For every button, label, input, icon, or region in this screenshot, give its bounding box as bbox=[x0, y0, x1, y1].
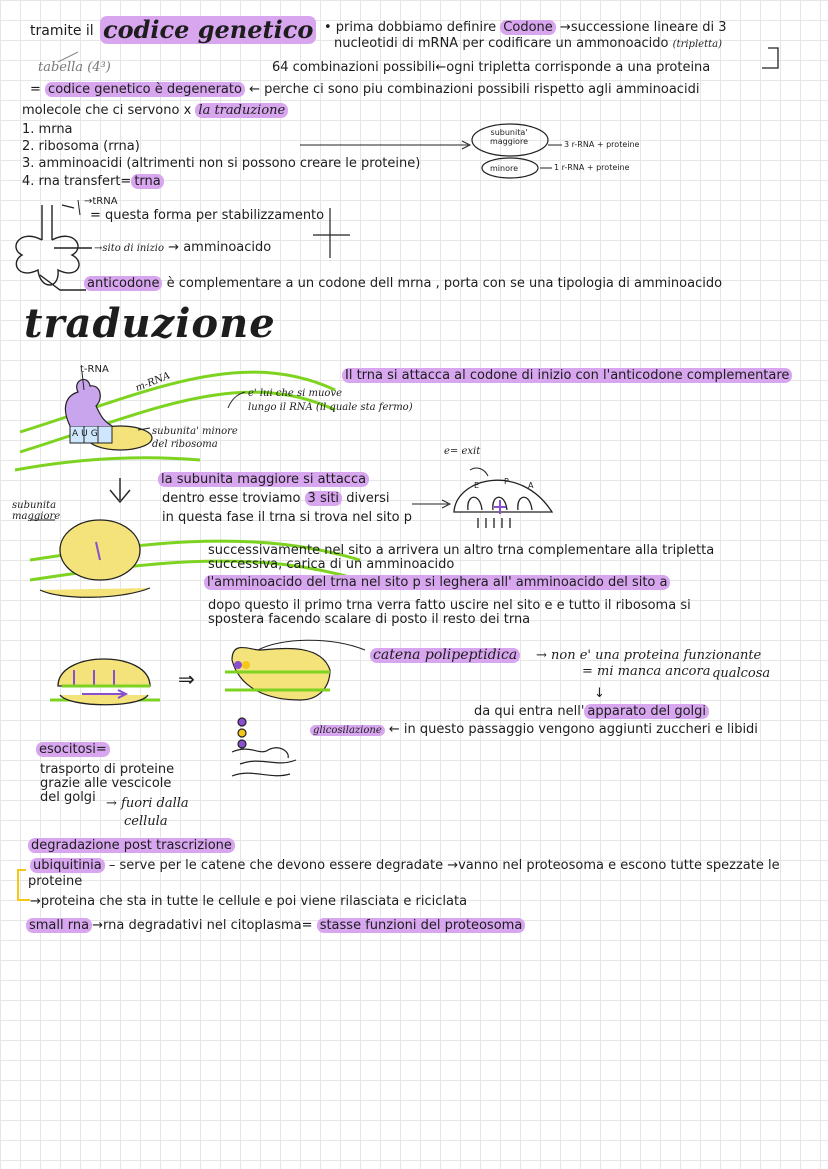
trna-sito-inizio: →sito di inizio bbox=[94, 243, 165, 254]
site-p: P bbox=[504, 477, 509, 486]
minore-note: 1 r-RNA + proteine bbox=[554, 163, 630, 172]
exit-label: e= exit bbox=[444, 446, 481, 457]
molecole-intro-pre: molecole che ci servono x bbox=[22, 103, 192, 118]
ubiquitinia-post: – serve per le catene che devono essere degradate →vanno nel proteosoma e escono tutte spezzate le bbox=[108, 858, 780, 873]
catena-post-2: = mi manca ancora bbox=[582, 664, 711, 679]
subunita-minore-1: subunita' minore bbox=[152, 426, 238, 437]
maggiore-attacca: la subunita maggiore si attacca bbox=[158, 472, 369, 487]
successiva-1: successivamente nel sito a arrivera un altro trna complementare alla tripletta bbox=[208, 543, 715, 558]
subunita-minore-2: del ribosoma bbox=[152, 439, 218, 450]
subunita-maggiore-side-1: subunita bbox=[12, 500, 57, 511]
molecole-item-2: 2. ribosoma (rrna) bbox=[22, 139, 140, 154]
tre-siti-line bbox=[162, 491, 389, 506]
codone-definition-line1 bbox=[324, 20, 726, 35]
codone-def-2: nucleotidi di mRNA per codificare un ammonoacido bbox=[334, 36, 669, 51]
combinazioni-post: ←ogni tripletta corrisponde a una proteina bbox=[435, 60, 711, 75]
small-rna-line bbox=[26, 918, 525, 933]
dopo-2: spostera facendo scalare di posto il resto dei trna bbox=[208, 612, 531, 627]
molecole-intro bbox=[22, 103, 288, 118]
polypeptide-chain-icon bbox=[225, 640, 365, 700]
sito-p-text: in questa fase il trna si trova nel sito p bbox=[162, 510, 413, 525]
ubiquitinia-post-2: proteine bbox=[28, 874, 83, 889]
down-arrow-icon bbox=[110, 478, 130, 502]
catena-post-1: → non e' una proteina funzionante bbox=[536, 648, 762, 663]
anticodone-desc: è complementare a un codone dell mrna , porta con se una tipologia di amminoacido bbox=[166, 276, 723, 291]
esocitosi-3: del golgi bbox=[40, 790, 96, 805]
subunita-maggiore-side-2: maggiore bbox=[12, 511, 61, 522]
arrow-tripletta-bracket bbox=[762, 48, 778, 68]
degenerato-hl: codice genetico è degenerato bbox=[45, 82, 245, 97]
ribosoma-large bbox=[60, 520, 140, 580]
codone-def-pre: • prima dobbiamo definire bbox=[324, 20, 497, 35]
tabella-note: tabella (4³) bbox=[38, 60, 111, 75]
attacco-text: Il trna si attacca al codone di inizio con l'anticodone complementare bbox=[342, 368, 792, 383]
small-rna-mid: →rna degradativi nel citoplasma= bbox=[92, 918, 313, 933]
legame-text: l'amminoacido del trna nel sito p si leghera all' amminoacido del sito a bbox=[204, 575, 670, 590]
trna-sito-post: → amminoacido bbox=[168, 240, 272, 255]
tramite-label: tramite il bbox=[30, 23, 94, 39]
ribosome-translocation-icon bbox=[50, 659, 160, 705]
small-rna-hl2: stasse funzioni del proteosoma bbox=[317, 918, 526, 933]
fuori-1: → fuori dalla bbox=[106, 796, 189, 811]
site-e: E bbox=[474, 481, 480, 490]
subunita-maggiore-label: subunita' maggiore bbox=[489, 128, 528, 146]
combinazioni-line bbox=[272, 60, 710, 75]
trna-forma: = questa forma per stabilizzamento bbox=[90, 208, 325, 223]
catena-post-3: qualcosa bbox=[712, 666, 771, 681]
degenerato-post: ← perche ci sono piu combinazioni possibili rispetto agli amminoacidi bbox=[249, 82, 700, 97]
molecole-item-4-hl: trna bbox=[131, 174, 163, 189]
trna-sito-line bbox=[94, 240, 271, 255]
anticodone-line bbox=[84, 276, 722, 291]
maggiore-note: 3 r-RNA + proteine bbox=[564, 140, 640, 149]
site-a: A bbox=[528, 481, 534, 490]
degenerato-line bbox=[30, 82, 699, 97]
catena-hl: catena polipeptidica bbox=[370, 648, 520, 663]
codone-word: Codone bbox=[500, 20, 555, 35]
molecole-item-1: 1. mrna bbox=[22, 122, 73, 137]
traduzione-title: traduzione bbox=[24, 300, 276, 347]
tre-siti-hl: 3 siti bbox=[305, 491, 343, 506]
ubiquitinia-line bbox=[30, 858, 780, 873]
glicosilazione-post: ← in questo passaggio vengono aggiunti zuccheri e libidi bbox=[388, 722, 758, 737]
tre-siti-post: diversi bbox=[346, 491, 390, 506]
molecole-item-3: 3. amminoacidi (altrimenti non si possono creare le proteine) bbox=[22, 156, 421, 171]
anticodone-hl: anticodone bbox=[84, 276, 162, 291]
molecole-item-4 bbox=[22, 174, 164, 189]
esocitosi-1: trasporto di proteine bbox=[40, 762, 175, 777]
golgi-pre: da qui entra nell' bbox=[474, 704, 585, 719]
trna-diagram-label: t-RNA bbox=[80, 364, 109, 375]
ubiquitinia-hl: ubiquitinia bbox=[30, 858, 105, 873]
glicosilazione-line bbox=[310, 722, 758, 737]
molecole-item-4-pre: 4. rna transfert= bbox=[22, 174, 132, 189]
molecole-intro-hl: la traduzione bbox=[195, 103, 288, 118]
codone-def-post: →successione lineare di 3 bbox=[559, 20, 727, 35]
codone-definition-line2 bbox=[334, 36, 722, 51]
codice-genetico-title: codice genetico bbox=[100, 16, 316, 44]
ribosome-sites-icon bbox=[454, 480, 552, 528]
esocitosi-2: grazie alle vescicole bbox=[40, 776, 172, 791]
tripletta-note: (tripletta) bbox=[672, 39, 722, 50]
double-arrow-icon: ⇒ bbox=[178, 667, 195, 691]
combinazioni-pre: 64 combinazioni possibili bbox=[272, 60, 436, 75]
dopo-1: dopo questo il primo trna verra fatto uscire nel sito e e tutto il ribosoma si bbox=[208, 598, 691, 613]
trna-label: →tRNA bbox=[84, 196, 118, 207]
golgi-apparatus-icon bbox=[232, 718, 296, 776]
trna-cloverleaf-icon bbox=[16, 205, 92, 290]
down-arrow-golgi: ↓ bbox=[594, 686, 605, 701]
fuori-2: cellula bbox=[124, 814, 168, 829]
subunita-minore-label: minore bbox=[490, 164, 519, 173]
proteina-riciclata: →proteina che sta in tutte le cellule e poi viene rilasciata e riciclata bbox=[30, 894, 468, 909]
mrna-diagram-label: m-RNA bbox=[134, 370, 172, 395]
golgi-line bbox=[474, 704, 709, 719]
glicosilazione-hl: glicosilazione bbox=[310, 725, 385, 736]
small-rna-hl: small rna bbox=[26, 918, 92, 933]
codon-aug: AUG bbox=[72, 429, 101, 439]
golgi-hl: apparato del golgi bbox=[584, 704, 709, 719]
lui-si-muove-2: lungo il RNA (il quale sta fermo) bbox=[248, 402, 413, 413]
esocitosi-hl: esocitosi= bbox=[36, 742, 110, 757]
tre-siti-pre: dentro esse troviamo bbox=[162, 491, 301, 506]
degradazione-title: degradazione post trascrizione bbox=[28, 838, 235, 853]
lui-si-muove-1: e' lui che si muove bbox=[248, 388, 343, 399]
successiva-2: successiva, carica di un amminoacido bbox=[208, 557, 455, 572]
degenerato-pre: = bbox=[30, 82, 41, 97]
